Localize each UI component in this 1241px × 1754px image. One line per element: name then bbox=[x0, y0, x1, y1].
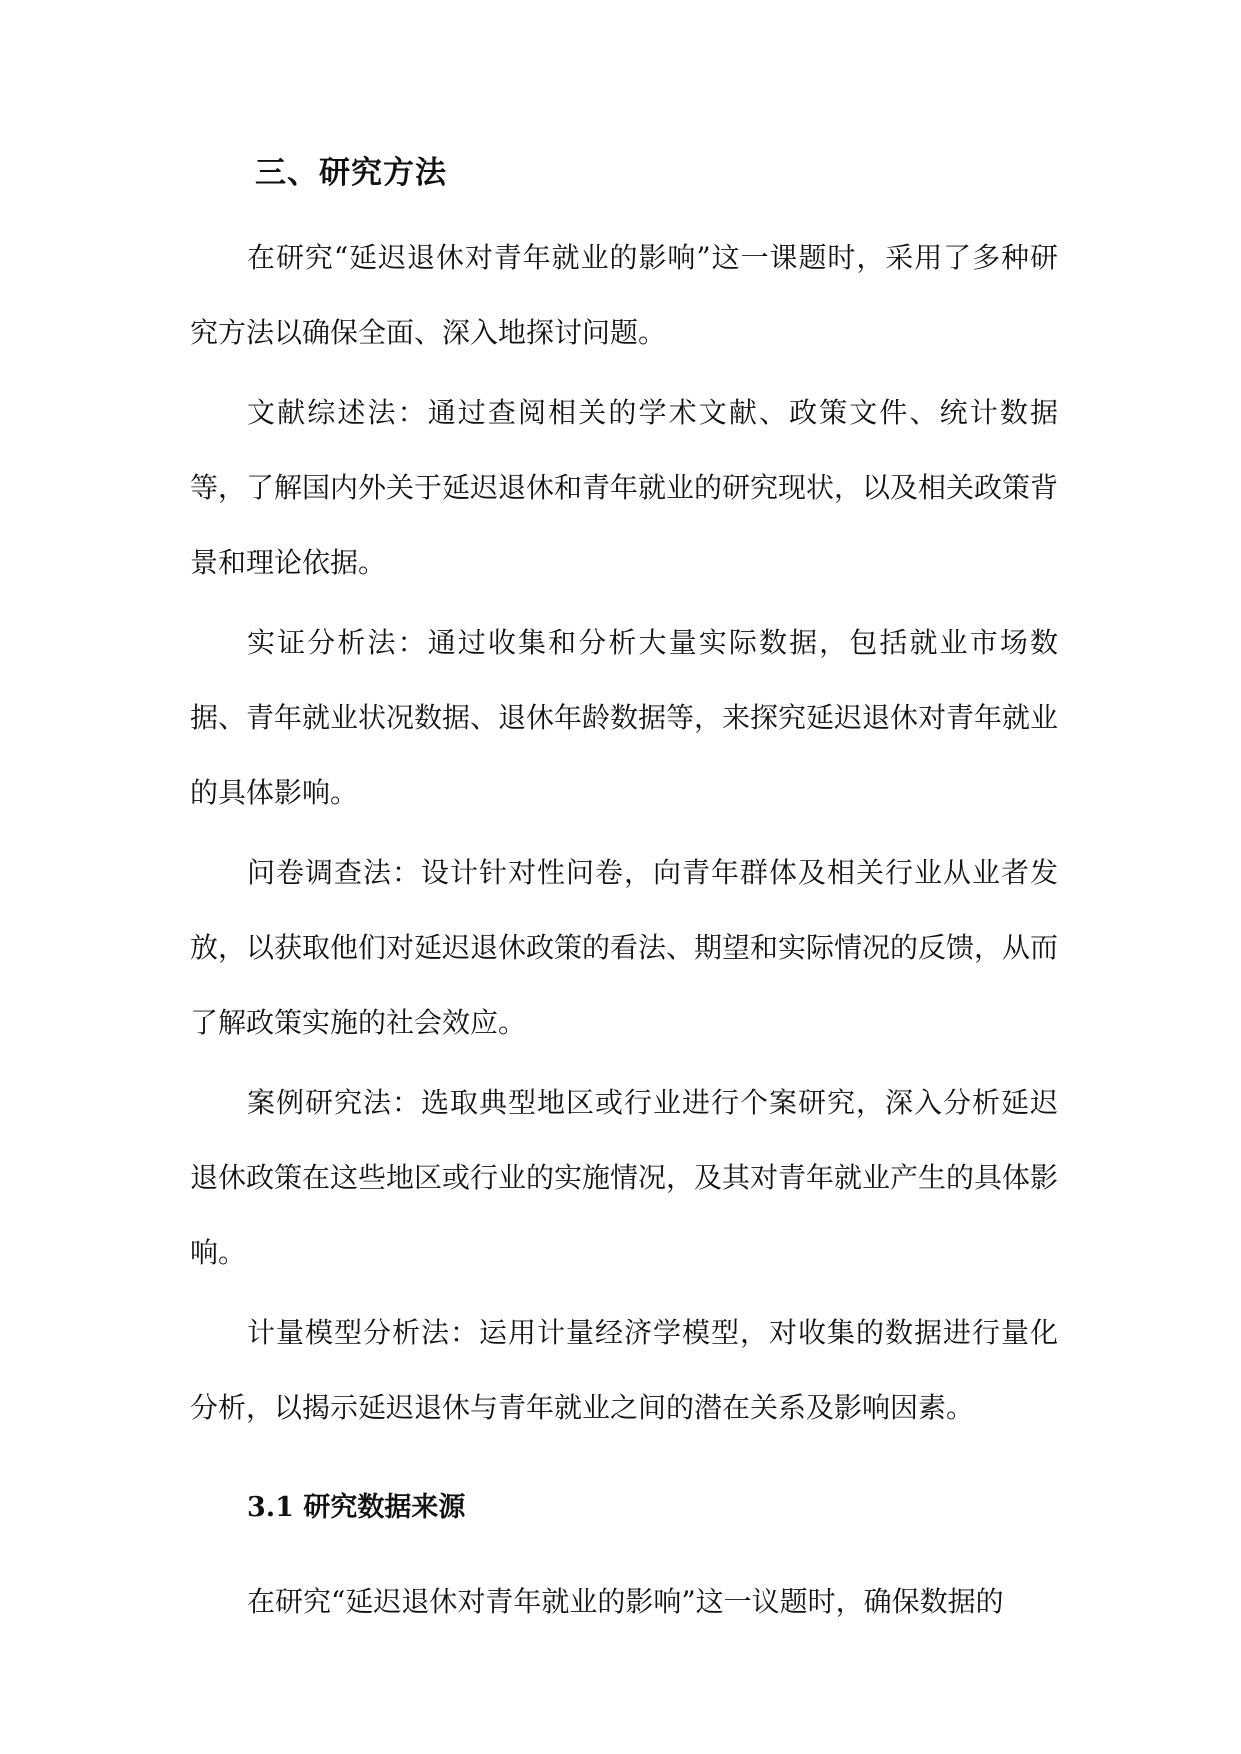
section-heading: 三、研究方法 bbox=[255, 155, 447, 191]
questionnaire-paragraph: 问卷调查法：设计针对性问卷，向青年群体及相关行业从业者发放，以获取他们对延迟退休政策的看法、期望和实际情况的反馈，从而了解政策实施的社会效应。 bbox=[190, 856, 1059, 1039]
literature-review-paragraph: 文献综述法：通过查阅相关的学术文献、政策文件、统计数据等，了解国内外关于延迟退休和青年就业的研究现状，以及相关政策背景和理论依据。 bbox=[190, 396, 1059, 579]
empirical-analysis-paragraph: 实证分析法：通过收集和分析大量实际数据，包括就业市场数据、青年就业状况数据、退休年龄数据等，来探究延迟退休对青年就业的具体影响。 bbox=[190, 626, 1059, 809]
subsection-heading: 3.1 研究数据来源 bbox=[247, 1492, 466, 1523]
data-source-paragraph: 在研究“延迟退休对青年就业的影响”这一议题时，确保数据的 bbox=[247, 1585, 1004, 1618]
case-study-paragraph: 案例研究法：选取典型地区或行业进行个案研究，深入分析延迟退休政策在这些地区或行业的实施情况，及其对青年就业产生的具体影响。 bbox=[190, 1086, 1059, 1269]
intro-paragraph: 在研究“延迟退休对青年就业的影响”这一课题时，采用了多种研究方法以确保全面、深入地探讨问题。 bbox=[190, 241, 1058, 349]
econometric-model-paragraph: 计量模型分析法：运用计量经济学模型，对收集的数据进行量化分析，以揭示延迟退休与青年就业之间的潜在关系及影响因素。 bbox=[190, 1316, 1058, 1424]
